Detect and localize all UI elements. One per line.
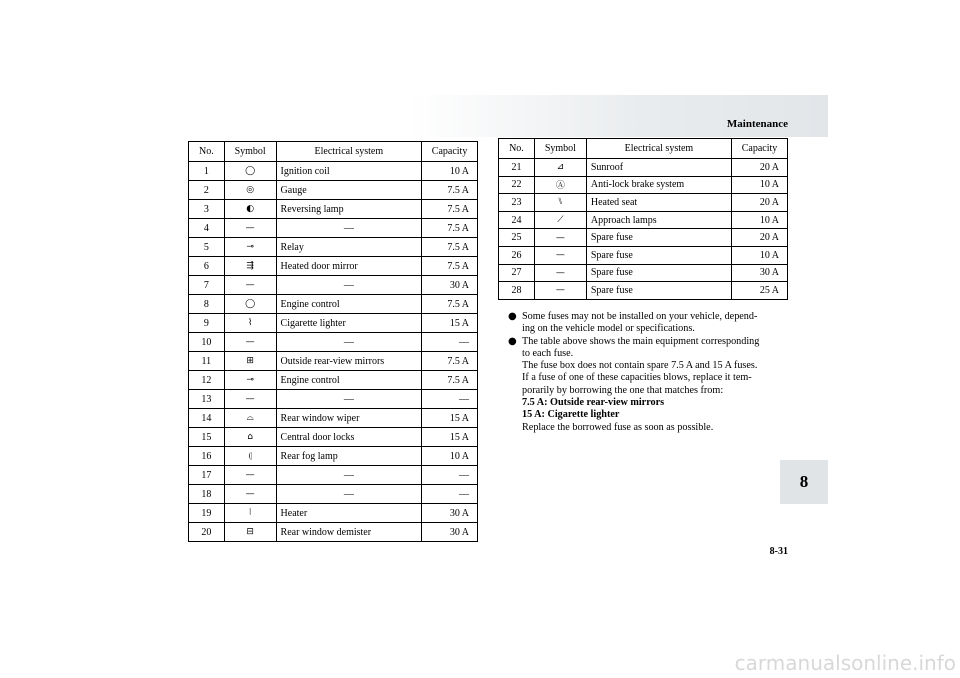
- header-capacity: Capacity: [422, 142, 478, 162]
- heated-door-mirror-icon: ⇶: [224, 257, 276, 276]
- electrical-system: Spare fuse: [586, 282, 731, 300]
- symbol-empty: —: [534, 229, 586, 247]
- heater-icon: ⦚: [224, 504, 276, 523]
- fuse-number: 3: [189, 200, 225, 219]
- table-row: [189, 333, 478, 352]
- fuse-number: 6: [189, 257, 225, 276]
- fuse-number: 21: [499, 159, 535, 177]
- electrical-system: Rear window demister: [276, 523, 422, 542]
- door-lock-icon: ⌂: [224, 428, 276, 447]
- approach-lamp-icon: ⟋: [534, 211, 586, 229]
- fuse-number: 1: [189, 162, 225, 181]
- fuse-number: 20: [189, 523, 225, 542]
- notes-section: [508, 311, 790, 434]
- fuse-number: 12: [189, 371, 225, 390]
- fuse-table-left: [188, 141, 478, 542]
- note-item: [508, 336, 790, 434]
- fuse-capacity: 20 A: [732, 194, 788, 212]
- table-row: [189, 390, 478, 409]
- fuse-table-right-body: [499, 159, 788, 300]
- fuse-capacity: —: [422, 333, 478, 352]
- fuse-capacity: 7.5 A: [422, 352, 478, 371]
- electrical-system: —: [276, 219, 422, 238]
- abs-icon: Ⓐ: [534, 176, 586, 194]
- fuse-capacity: 15 A: [422, 428, 478, 447]
- table-row: [499, 264, 788, 282]
- electrical-system: Rear fog lamp: [276, 447, 422, 466]
- fuse-number: 10: [189, 333, 225, 352]
- table-row: [189, 447, 478, 466]
- electrical-system: Rear window wiper: [276, 409, 422, 428]
- fuse-number: 28: [499, 282, 535, 300]
- note-body: [522, 311, 790, 336]
- fuse-capacity: 30 A: [732, 264, 788, 282]
- electrical-system: Anti-lock brake system: [586, 176, 731, 194]
- bullet-icon: ●: [508, 335, 517, 347]
- fuse-number: 5: [189, 238, 225, 257]
- note-line: to each fuse.: [522, 347, 574, 359]
- fuse-capacity: —: [422, 466, 478, 485]
- fuse-capacity: —: [422, 485, 478, 504]
- table-row: [189, 162, 478, 181]
- electrical-system: Heated door mirror: [276, 257, 422, 276]
- table-row: [189, 428, 478, 447]
- table-row: [189, 257, 478, 276]
- fuse-capacity: 25 A: [732, 282, 788, 300]
- note-line: porarily by borrowing the one that matches from:: [522, 384, 724, 396]
- table-row: [189, 181, 478, 200]
- table-row: [189, 371, 478, 390]
- electrical-system: Cigarette lighter: [276, 314, 422, 333]
- watermark: carmanualsonline.info: [734, 651, 956, 675]
- header-system: Electrical system: [586, 139, 731, 159]
- note-line: ing on the vehicle model or specifications.: [522, 323, 695, 335]
- table-row: [189, 504, 478, 523]
- electrical-system: Gauge: [276, 181, 422, 200]
- bullet-icon: ●: [508, 311, 517, 322]
- rear-wiper-icon: ⌓: [224, 409, 276, 428]
- electrical-system: Sunroof: [586, 159, 731, 177]
- electrical-system: Approach lamps: [586, 211, 731, 229]
- rear-fog-lamp-icon: ⦇: [224, 447, 276, 466]
- fuse-number: 13: [189, 390, 225, 409]
- electrical-system: Relay: [276, 238, 422, 257]
- table-header-row: [499, 139, 788, 159]
- fuse-number: 4: [189, 219, 225, 238]
- fuse-capacity: 20 A: [732, 159, 788, 177]
- cigarette-lighter-icon: ⌇: [224, 314, 276, 333]
- engine-control-icon: ⊸: [224, 371, 276, 390]
- electrical-system: —: [276, 485, 422, 504]
- electrical-system: Heater: [276, 504, 422, 523]
- table-row: [499, 229, 788, 247]
- electrical-system: Heated seat: [586, 194, 731, 212]
- table-header-row: [189, 142, 478, 162]
- table-row: [499, 176, 788, 194]
- fuse-capacity: 7.5 A: [422, 181, 478, 200]
- header-symbol: Symbol: [224, 142, 276, 162]
- fuse-number: 22: [499, 176, 535, 194]
- outside-mirror-icon: ⊞: [224, 352, 276, 371]
- fuse-number: 7: [189, 276, 225, 295]
- table-row: [189, 295, 478, 314]
- fuse-capacity: 10 A: [422, 162, 478, 181]
- note-line: If a fuse of one of these capacities blows, replace it tem-: [522, 372, 752, 384]
- fuse-number: 25: [499, 229, 535, 247]
- electrical-system: Spare fuse: [586, 264, 731, 282]
- table-row: [499, 246, 788, 264]
- fuse-capacity: 7.5 A: [422, 295, 478, 314]
- fuse-number: 8: [189, 295, 225, 314]
- fuse-number: 26: [499, 246, 535, 264]
- fuse-capacity: —: [422, 390, 478, 409]
- fuse-number: 2: [189, 181, 225, 200]
- symbol-empty: —: [224, 333, 276, 352]
- electrical-system: —: [276, 390, 422, 409]
- symbol-empty: —: [534, 282, 586, 300]
- note-line: Some fuses may not be installed on your vehicle, depend-: [522, 311, 758, 322]
- fuse-capacity: 30 A: [422, 504, 478, 523]
- note-body: [522, 336, 790, 434]
- table-row: [189, 238, 478, 257]
- header-no: No.: [499, 139, 535, 159]
- table-row: [189, 466, 478, 485]
- ignition-coil-icon: ◯: [224, 162, 276, 181]
- fuse-capacity: 15 A: [422, 409, 478, 428]
- fuse-number: 19: [189, 504, 225, 523]
- fuse-table-right: [498, 138, 788, 300]
- fuse-capacity: 7.5 A: [422, 200, 478, 219]
- symbol-empty: —: [224, 466, 276, 485]
- note-line: Replace the borrowed fuse as soon as possible.: [522, 421, 714, 433]
- heated-seat-icon: ⑊: [534, 194, 586, 212]
- fuse-capacity: 30 A: [422, 523, 478, 542]
- fuse-capacity: 20 A: [732, 229, 788, 247]
- fuse-capacity: 7.5 A: [422, 238, 478, 257]
- fuse-capacity: 7.5 A: [422, 371, 478, 390]
- header-no: No.: [189, 142, 225, 162]
- fuse-number: 11: [189, 352, 225, 371]
- fuse-number: 16: [189, 447, 225, 466]
- fuse-number: 14: [189, 409, 225, 428]
- table-row: [189, 523, 478, 542]
- sunroof-icon: ⊿: [534, 159, 586, 177]
- table-row: [499, 282, 788, 300]
- fuse-capacity: 7.5 A: [422, 219, 478, 238]
- symbol-empty: —: [224, 276, 276, 295]
- note-line: The table above shows the main equipment corresponding: [522, 335, 760, 347]
- fuse-capacity: 30 A: [422, 276, 478, 295]
- electrical-system: —: [276, 276, 422, 295]
- electrical-system: Outside rear-view mirrors: [276, 352, 422, 371]
- table-row: [189, 314, 478, 333]
- table-row: [189, 352, 478, 371]
- fuse-capacity: 10 A: [732, 211, 788, 229]
- electrical-system: Ignition coil: [276, 162, 422, 181]
- fuse-table-left-body: [189, 162, 478, 542]
- note-line: The fuse box does not contain spare 7.5 A and 15 A fuses.: [522, 360, 758, 372]
- table-row: [189, 409, 478, 428]
- electrical-system: Engine control: [276, 295, 422, 314]
- symbol-empty: —: [224, 485, 276, 504]
- fuse-capacity: 7.5 A: [422, 257, 478, 276]
- fuse-number: 15: [189, 428, 225, 447]
- electrical-system: —: [276, 466, 422, 485]
- gauge-icon: ◎: [224, 181, 276, 200]
- electrical-system: Spare fuse: [586, 229, 731, 247]
- note-item: [508, 311, 790, 336]
- table-row: [499, 159, 788, 177]
- fuse-number: 24: [499, 211, 535, 229]
- table-row: [189, 485, 478, 504]
- page-title: Maintenance: [726, 118, 788, 130]
- table-row: [189, 200, 478, 219]
- symbol-empty: —: [224, 219, 276, 238]
- page-number: 8-31: [769, 546, 788, 557]
- fuse-number: 27: [499, 264, 535, 282]
- fuse-number: 18: [189, 485, 225, 504]
- symbol-empty: —: [534, 246, 586, 264]
- table-row: [189, 276, 478, 295]
- fuse-capacity: 10 A: [732, 176, 788, 194]
- note-line: 7.5 A: Outside rear-view mirrors: [522, 397, 665, 409]
- header-system: Electrical system: [276, 142, 422, 162]
- electrical-system: Central door locks: [276, 428, 422, 447]
- table-row: [499, 211, 788, 229]
- header-band: [410, 95, 828, 137]
- fuse-capacity: 10 A: [422, 447, 478, 466]
- header-capacity: Capacity: [732, 139, 788, 159]
- header-symbol: Symbol: [534, 139, 586, 159]
- electrical-system: Engine control: [276, 371, 422, 390]
- rear-demister-icon: ⊟: [224, 523, 276, 542]
- fuse-number: 9: [189, 314, 225, 333]
- note-line: 15 A: Cigarette lighter: [522, 409, 620, 421]
- electrical-system: Reversing lamp: [276, 200, 422, 219]
- electrical-system: Spare fuse: [586, 246, 731, 264]
- table-row: [499, 194, 788, 212]
- symbol-empty: —: [534, 264, 586, 282]
- electrical-system: —: [276, 333, 422, 352]
- relay-icon: ⊸: [224, 238, 276, 257]
- fuse-number: 17: [189, 466, 225, 485]
- symbol-empty: —: [224, 390, 276, 409]
- engine-control-icon: ◯: [224, 295, 276, 314]
- fuse-number: 23: [499, 194, 535, 212]
- table-row: [189, 219, 478, 238]
- chapter-tab[interactable]: 8: [780, 460, 828, 504]
- fuse-capacity: 15 A: [422, 314, 478, 333]
- fuse-capacity: 10 A: [732, 246, 788, 264]
- reversing-lamp-icon: ◐: [224, 200, 276, 219]
